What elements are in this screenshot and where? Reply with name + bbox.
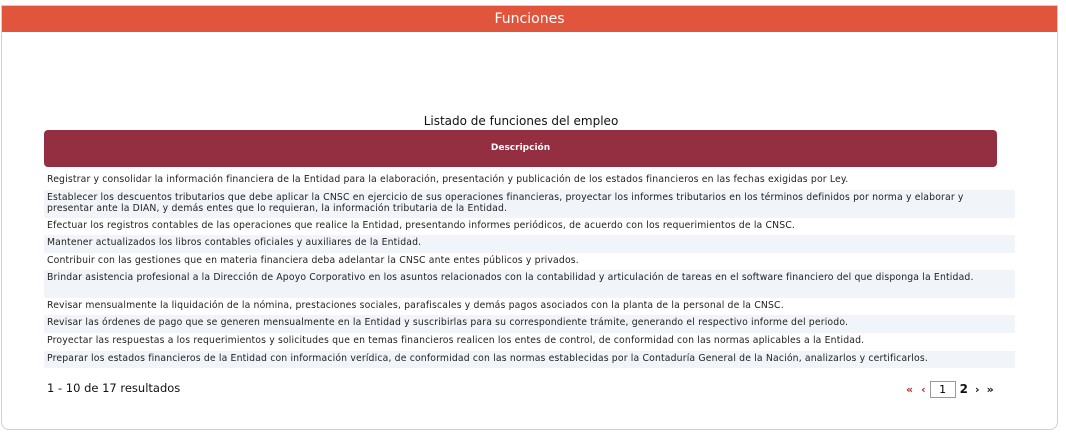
- table-row: Proyectar las respuestas a los requerimientos y solicitudes que en temas financieros realicen los entes de control, de conformidad con las normas aplicables a la Entidad.: [47, 335, 865, 346]
- table-row: Brindar asistencia profesional a la Dirección de Apoyo Corporativo en los asuntos relacionados con la contabilidad y articulación de tareas en el software financiero del que disponga la Entidad.: [44, 270, 1015, 298]
- table-row: Preparar los estados financieros de la Entidad con información verídica, de conformidad con las normas establecidas por la Contaduría General de la Nación, analizarlos y certificarlos.: [44, 351, 1015, 368]
- table-row: Registrar y consolidar la información financiera de la Entidad para la elaboración, presentación y publicación de los estados financieros en las fechas exigidas por Ley.: [47, 174, 849, 185]
- last-page-icon[interactable]: »: [986, 382, 994, 396]
- results-summary: 1 - 10 de 17 resultados: [47, 381, 181, 395]
- previous-page-icon[interactable]: ‹: [921, 382, 926, 396]
- table-row: Efectuar los registros contables de las operaciones que realice la Entidad, presentando informes periódicos, de acuerdo con los requerimientos de la CNSC.: [47, 220, 796, 231]
- list-title: Listado de funciones del empleo: [423, 114, 619, 128]
- table-row: Contribuir con las gestiones que en materia financiera deba adelantar la CNSC ante entes públicos y privados.: [47, 255, 579, 266]
- functions-table-body: [44, 172, 1015, 368]
- table-row: Revisar las órdenes de pago que se generen mensualmente en la Entidad y suscribirlas para su correspondiente trámite, generando el respectivo informe del periodo.: [44, 315, 1015, 333]
- column-header-descripcion[interactable]: Descripción: [44, 130, 997, 167]
- first-page-icon[interactable]: «: [906, 382, 914, 396]
- table-row: Establecer los descuentos tributarios que debe aplicar la CNSC en ejercicio de sus operaciones financieras, proyectar los informes tributarios en los términos definidos por norma y elaborar y presentar ante la DIAN, y demás entes que lo requieran, la información tributaria de la Entidad.: [44, 190, 1015, 218]
- page-2-link[interactable]: 2: [959, 382, 969, 396]
- table-row: Mantener actualizados los libros contables oficiales y auxiliares de la Entidad.: [44, 235, 1015, 253]
- page-number-input[interactable]: [930, 381, 956, 398]
- panel-title: Funciones: [2, 6, 1057, 32]
- table-row: Revisar mensualmente la liquidación de la nómina, prestaciones sociales, parafiscales y demás pagos asociados con la planta de la personal de la CNSC.: [47, 300, 784, 311]
- next-page-icon[interactable]: ›: [975, 382, 980, 396]
- pagination: [906, 380, 994, 398]
